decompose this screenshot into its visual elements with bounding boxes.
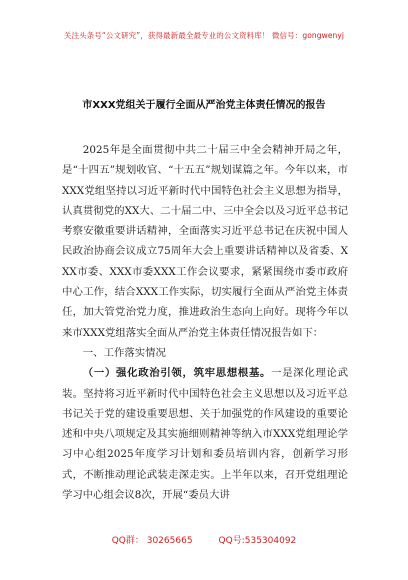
section-heading: 一、工作落实情况 bbox=[82, 346, 166, 359]
intro-paragraph: 2025年是全面贯彻中共二十届三中全会精神开局之年，是“十四五”规划收官、“十五五”规划谋篇之年。今年以来，市XXX党组坚持以习近平新时代中国特色社会主义思想为指导，认真贯彻党的XX大、二十届二中、三中全会以及习近平总书记考察安徽重要讲话精神，全面落实习近平总书记在庆祝中国人民政治协商会议成立75周年大会上重要讲话精神以及省委、XXX市委、XXX市委XXX工作会议要求，紧紧围绕市委市政府中心工作，结合XXX工作实际，切实履行全面从严治党主体责任，加大管党治党力度，推进政治生态向上向好。现将今年以来市XXX党组落实全面从严治党主体责任情况报告如下： bbox=[62, 144, 348, 339]
footer-qq-group: QQ群： 30265665 bbox=[111, 536, 193, 546]
subsection-label: （一）强化政治引领，筑牢思想根基。 bbox=[82, 367, 272, 380]
document-title: 市XXX党组关于履行全面从严治党主体责任情况的报告 bbox=[82, 100, 326, 111]
header-banner: 关注头条号“公文研究”，获得最新最全最专业的公文资料库！ 微信号：gongwenyj bbox=[63, 31, 345, 40]
footer-qq-number: QQ号:535304092 bbox=[218, 536, 297, 546]
subsection-paragraph bbox=[62, 363, 348, 505]
document-body bbox=[62, 140, 348, 505]
subsection-text: 一是深化理论武装。坚持将习近平新时代中国特色社会主义思想以及习近平总书记关于党的建设重要思想、关于加强党的作风建设的重要论述和中央八项规定及其实施细则精神等纳入市XXX党组理论学习中心组2025年度学习计划和委员培训内容，创新学习形式，不断推动理论武装走深走实。上半年以来，召开党组理论学习中心组会议8次，开展“委员大讲 bbox=[62, 367, 349, 502]
footer-contact bbox=[0, 533, 408, 546]
